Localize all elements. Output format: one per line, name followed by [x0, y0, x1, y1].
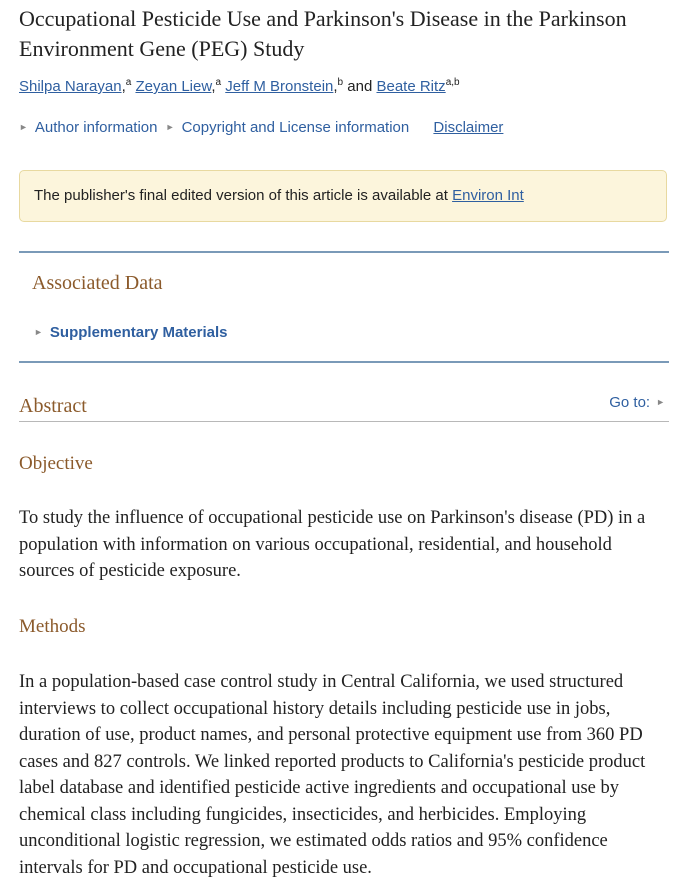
- goto-menu[interactable]: [609, 394, 665, 411]
- author-list: Shilpa Narayan,$^a$ Zeyan Liew,$^a$ Jeff M Bronstein,$^b$ and Beate Ritz$^{a,b}$: [19, 77, 460, 95]
- expand-triangle-icon: ►: [165, 122, 175, 132]
- abstract-title: Abstract: [19, 395, 87, 417]
- expand-triangle-icon: ►: [19, 122, 28, 132]
- methods-heading: Methods: [19, 616, 86, 637]
- associated-data-panel: [19, 251, 669, 363]
- expand-triangle-icon: ►: [34, 327, 43, 337]
- article-info-bar: [19, 116, 669, 139]
- author-affiliation: a: [215, 77, 222, 88]
- author-link[interactable]: Shilpa Narayan: [19, 78, 122, 95]
- goto-triangle-icon: ►: [656, 397, 665, 407]
- notice-text: The publisher's final edited version of this article is available at: [34, 187, 453, 204]
- author-information-toggle[interactable]: ► Author information: [19, 119, 158, 136]
- supplementary-materials-toggle[interactable]: [34, 324, 227, 341]
- objective-text: To study the influence of occupational pesticide use on Parkinson's disease (PD) in a population with information on various occupational, residential, and household sources of pesticide exposure.: [19, 508, 646, 581]
- author-link[interactable]: Jeff M Bronstein: [225, 78, 334, 95]
- article-title: Occupational Pesticide Use and Parkinson's Disease in the Parkinson Environment Gene (PEG) Study: [19, 6, 627, 61]
- author-link[interactable]: Beate Ritz: [376, 78, 446, 95]
- author-affiliation: b: [337, 77, 344, 88]
- copyright-toggle[interactable]: ► Copyright and License information: [165, 119, 410, 136]
- disclaimer-link[interactable]: Disclaimer: [433, 119, 504, 136]
- abstract-header: [19, 392, 669, 422]
- supplementary-materials-label: Supplementary Materials: [49, 324, 228, 341]
- methods-text: In a population-based case control study in Central California, we used structured interviews to collect occupational history details including pesticide use in jobs, duration of use, product names, and personal protective equipment use from 360 PD cases and 827 controls. We linked reported products to California's pesticide product label database and identified pesticide active ingredients and occupational use by chemical class including fungicides, insecticides, and herbicides. Employing unconditional logistic regression, we estimated odds ratios and 95% confidence intervals for PD and occupational pesticide use.: [19, 672, 646, 878]
- publisher-notice: [19, 170, 667, 222]
- journal-link[interactable]: Environ Int: [452, 187, 524, 204]
- objective-heading: Objective: [19, 453, 93, 474]
- goto-label: Go to:: [609, 394, 651, 411]
- associated-data-title: Associated Data: [32, 272, 163, 294]
- author-link[interactable]: Zeyan Liew: [135, 78, 212, 95]
- author-affiliation: a,b: [445, 77, 460, 88]
- author-joiner: and: [347, 78, 373, 95]
- author-affiliation: a: [125, 77, 132, 88]
